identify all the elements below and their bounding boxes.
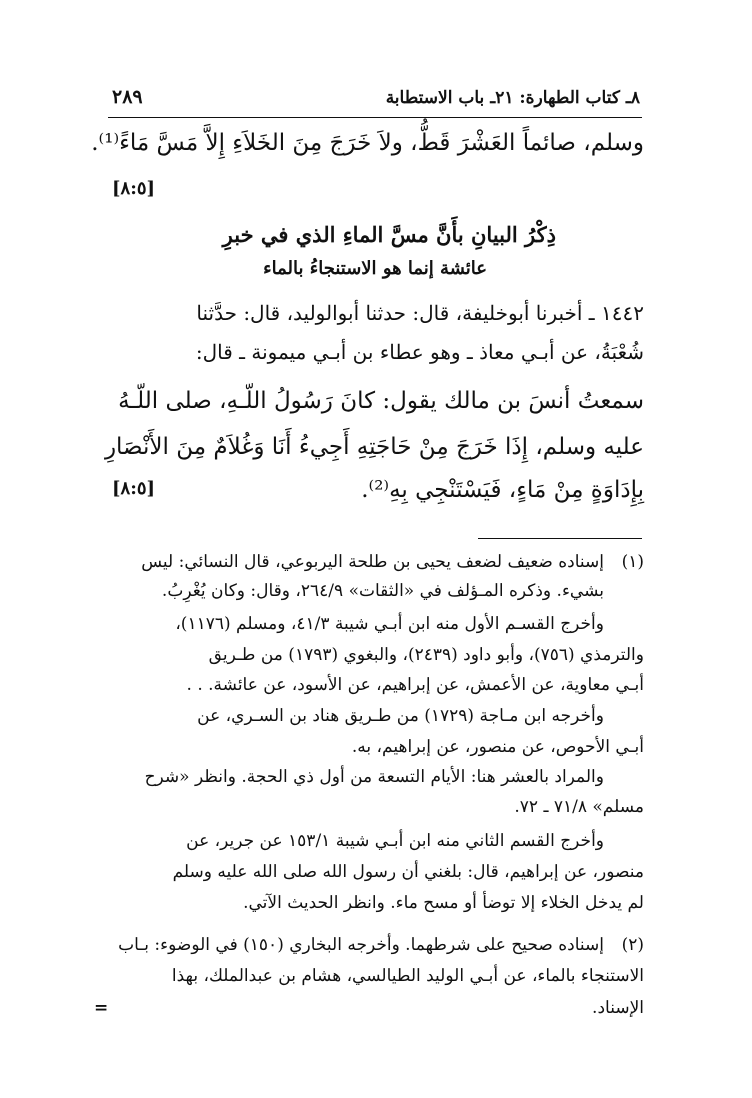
footnote-separator: [478, 538, 642, 539]
matn-line: بِإِدَاوَةٍ مِنْ مَاءٍ، فَيَسْتَنْجِي بِهِ⁽²⁾.: [361, 477, 644, 503]
footnote-line: إسناده صحيح على شرطهما. وأخرجه البخاري (١٥٠) في الوضوء: بـاب: [118, 935, 604, 955]
footnote-line: لم يدخل الخلاء إلا توضأ أو مسح ماء. وانظر الحديث الآتي.: [243, 893, 644, 913]
hadith-reference: [٨:٥]: [112, 178, 156, 199]
footnote-line: أبـي الأحوص، عن منصور، عن إبراهيم، به.: [351, 737, 644, 757]
footnote-line: وأخرجه ابن مـاجة (١٧٢٩) من طـريق هناد بن السـري، عن: [197, 706, 604, 726]
chapter-subtitle: عائشة إنما هو الاستنجاءُ بالماء: [263, 258, 487, 279]
chapter-title: ذِكْرُ البيانِ بأَنَّ مسَّ الماءِ الذي في خبرِ: [222, 222, 556, 247]
footnote-line: منصور، عن إبراهيم، قال: بلغني أن رسول الله صلى الله عليه وسلم: [172, 862, 644, 882]
header-rule: [108, 117, 642, 118]
continuation-mark: =: [94, 998, 109, 1018]
running-header: ٨ـ كتاب الطهارة: ٢١ـ باب الاستطابة: [385, 88, 640, 108]
isnad-line: شُعْبَةُ، عن أبـي معاذ ـ وهو عطاء بن أبـي ميمونة ـ قال:: [195, 340, 644, 364]
isnad-line: ١٤٤٢ ـ أخبرنا أبوخليفة، قال: حدثنا أبوالوليد، قال: حدَّثنا: [196, 301, 644, 325]
footnote-line: إسناده ضعيف لضعف يحيى بن طلحة اليربوعي، قال النسائي: ليس: [141, 552, 604, 572]
footnote-line: بشيء. وذكره المـؤلف في «الثقات» ٢٦٤/٩، وقال: وكان يُغْرِبُ.: [161, 581, 604, 601]
footnote-line: مسلم» ٧١/٨ ـ ٧٢.: [514, 797, 644, 817]
footnote-line: وأخرج القسم الثاني منه ابن أبـي شيبة ١٥٣/١ عن جرير، عن: [186, 831, 604, 851]
footnote-number: (١): [621, 552, 644, 572]
footnote-line: الاستنجاء بالماء، عن أبـي الوليد الطيالسي، هشام بن عبدالملك، بهذا: [171, 966, 644, 986]
matn-line: عليه وسلم، إِذَا خَرَجَ مِنْ حَاجَتِهِ أَجِيءُ أَنَا وَغُلاَمٌ مِنَ الأَنْصَارِ: [104, 434, 644, 460]
footnote-line: أبـي معاوية، عن الأعمش، عن إبراهيم، عن الأسود، عن عائشة. . .: [186, 675, 644, 695]
text-line: وسلم، صائماً العَشْرَ قَطُّ، ولاَ خَرَجَ مِنَ الخَلاَءِ إِلاَّ مَسَّ مَاءً⁽¹⁾.: [91, 130, 644, 156]
matn-line: سمعتُ أنسَ بن مالك يقول: كانَ رَسُولُ اللّـهِ، صلى اللّـهُ: [118, 388, 644, 414]
page-number: ٢٨٩: [112, 86, 143, 108]
footnote-line: والترمذي (٧٥٦)، وأبو داود (٢٤٣٩)، والبغوي (١٧٩٣) من طـريق: [208, 645, 644, 665]
hadith-reference: [٨:٥]: [112, 478, 156, 499]
footnote-line: وأخرج القسـم الأول منه ابن أبـي شيبة ٤١/٣، ومسلم (١١٧٦)،: [175, 614, 604, 634]
footnote-line: الإسناد.: [592, 998, 644, 1018]
footnote-number: (٢): [621, 935, 644, 955]
footnote-line: والمراد بالعشر هنا: الأيام التسعة من أول ذي الحجة. وانظر «شرح: [144, 767, 604, 787]
